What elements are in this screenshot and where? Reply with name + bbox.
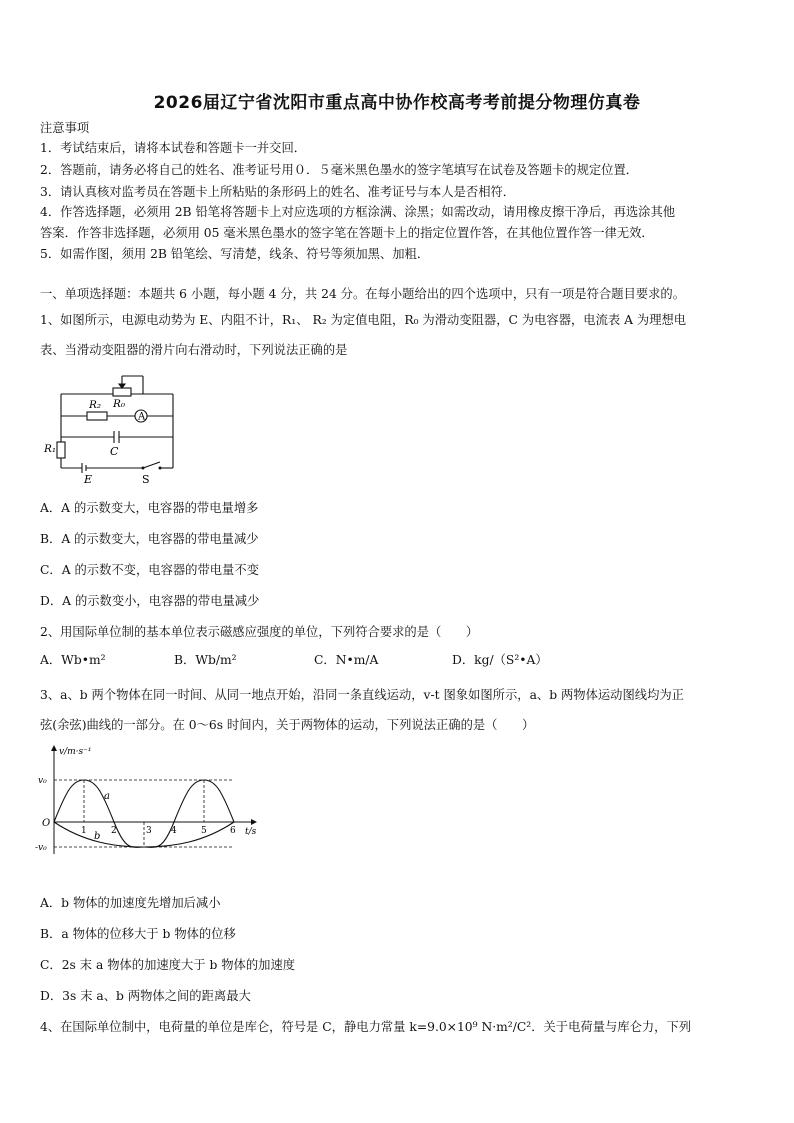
- capacitor-label: C: [110, 445, 119, 458]
- option-d: D．kg/（S²•A）: [452, 653, 548, 667]
- notice-item: 3．请认真核对监考员在答题卡上所粘贴的条形码上的姓名、准考证号与本人是否相符．: [40, 185, 516, 199]
- emf-label: E: [84, 473, 93, 485]
- origin-label: O: [42, 818, 51, 829]
- neg-v0-label: -v₀: [35, 843, 47, 853]
- option-c: C．2s 末 a 物体的加速度大于 b 物体的加速度: [40, 958, 296, 972]
- ammeter-label: A: [138, 411, 146, 423]
- page-title: 2026届辽宁省沈阳市重点高中协作校高考考前提分物理仿真卷: [153, 93, 641, 113]
- option-b: B．a 物体的位移大于 b 物体的位移: [40, 927, 236, 941]
- question-2-stem: 2、用国际单位制的基本单位表示磁感应强度的单位，下列符合要求的是（ ）: [40, 625, 479, 639]
- tick-label: 4: [171, 826, 177, 836]
- option-b: B．Wb/m²: [174, 653, 237, 667]
- x-axis-label: t/s: [245, 827, 257, 837]
- option-a: A．Wb•m²: [40, 653, 106, 667]
- switch-label: S: [142, 473, 150, 485]
- question-1-stem-cont: 表、当滑动变阻器的滑片向右滑动时，下列说法正确的是: [40, 343, 348, 357]
- v0-label: v₀: [38, 776, 47, 786]
- option-d: D．A 的示数变小，电容器的带电量减少: [40, 594, 260, 608]
- vt-graph: [34, 742, 264, 862]
- option-c: C．A 的示数不变，电容器的带电量不变: [40, 563, 259, 577]
- y-axis-label: v/m·s⁻¹: [59, 747, 92, 757]
- curve-b-label: b: [94, 831, 101, 842]
- r2-label: R₂: [89, 399, 102, 411]
- question-1-stem: 1、如图所示，电源电动势为 E、内阻不计，R₁、 R₂ 为定值电阻，R₀ 为滑动变阻器，C 为电容器，电流表 A 为理想电: [40, 313, 687, 327]
- question-4-stem: 4、在国际单位制中，电荷量的单位是库仑，符号是 C，静电力常量 k=9.0×10⁹ N·m²/C²．关于电荷量与库仑力，下列: [40, 1020, 692, 1034]
- notice-item: 4．作答选择题，必须用 2B 铅笔将答题卡上对应选项的方框涂满、涂黑；如需改动，请用橡皮擦干净后，再选涂其他: [40, 205, 676, 219]
- r0-label: R₀: [113, 398, 126, 410]
- notice-item: 答案．作答非选择题，必须用 05 毫米黑色墨水的签字笔在答题卡上的指定位置作答，在其他位置作答一律无效．: [40, 226, 654, 240]
- tick-label: 2: [111, 826, 117, 836]
- question-3-stem: 3、a、b 两个物体在同一时间、从同一地点开始，沿同一条直线运动，v-t 图象如图所示，a、b 两物体运动图线均为正: [40, 688, 684, 702]
- question-3-stem-cont: 弦(余弦)曲线的一部分。在 0～6s 时间内，关于两物体的运动，下列说法正确的是（ ）: [40, 718, 535, 732]
- option-a: A．b 物体的加速度先增加后减小: [40, 896, 221, 910]
- tick-label: 3: [146, 826, 152, 836]
- option-c: C．N•m/A: [314, 653, 379, 667]
- r1-label: R₁: [44, 443, 57, 455]
- curve-a-label: a: [104, 791, 110, 802]
- tick-label: 1: [81, 826, 87, 836]
- tick-label: 6: [230, 826, 236, 836]
- option-a: A．A 的示数变大，电容器的带电量增多: [40, 501, 259, 515]
- notice-heading: 注意事项: [40, 121, 90, 135]
- notice-item: 2．答题前，请务必将自己的姓名、准考证号用０．５毫米黑色墨水的签字笔填写在试卷及答题卡的规定位置．: [40, 163, 639, 177]
- notice-item: 5．如需作图，须用 2B 铅笔绘、写清楚，线条、符号等须加黑、加粗．: [40, 247, 430, 261]
- option-b: B．A 的示数变大，电容器的带电量减少: [40, 532, 259, 546]
- option-d: D．3s 末 a、b 两物体之间的距离最大: [40, 989, 251, 1003]
- tick-label: 5: [201, 826, 207, 836]
- section-heading: 一、单项选择题：本题共 6 小题，每小题 4 分，共 24 分。在每小题给出的四个选项中，只有一项是符合题目要求的。: [40, 287, 685, 301]
- circuit-diagram: [40, 370, 190, 485]
- notice-item: 1．考试结束后，请将本试卷和答题卡一并交回．: [40, 141, 307, 155]
